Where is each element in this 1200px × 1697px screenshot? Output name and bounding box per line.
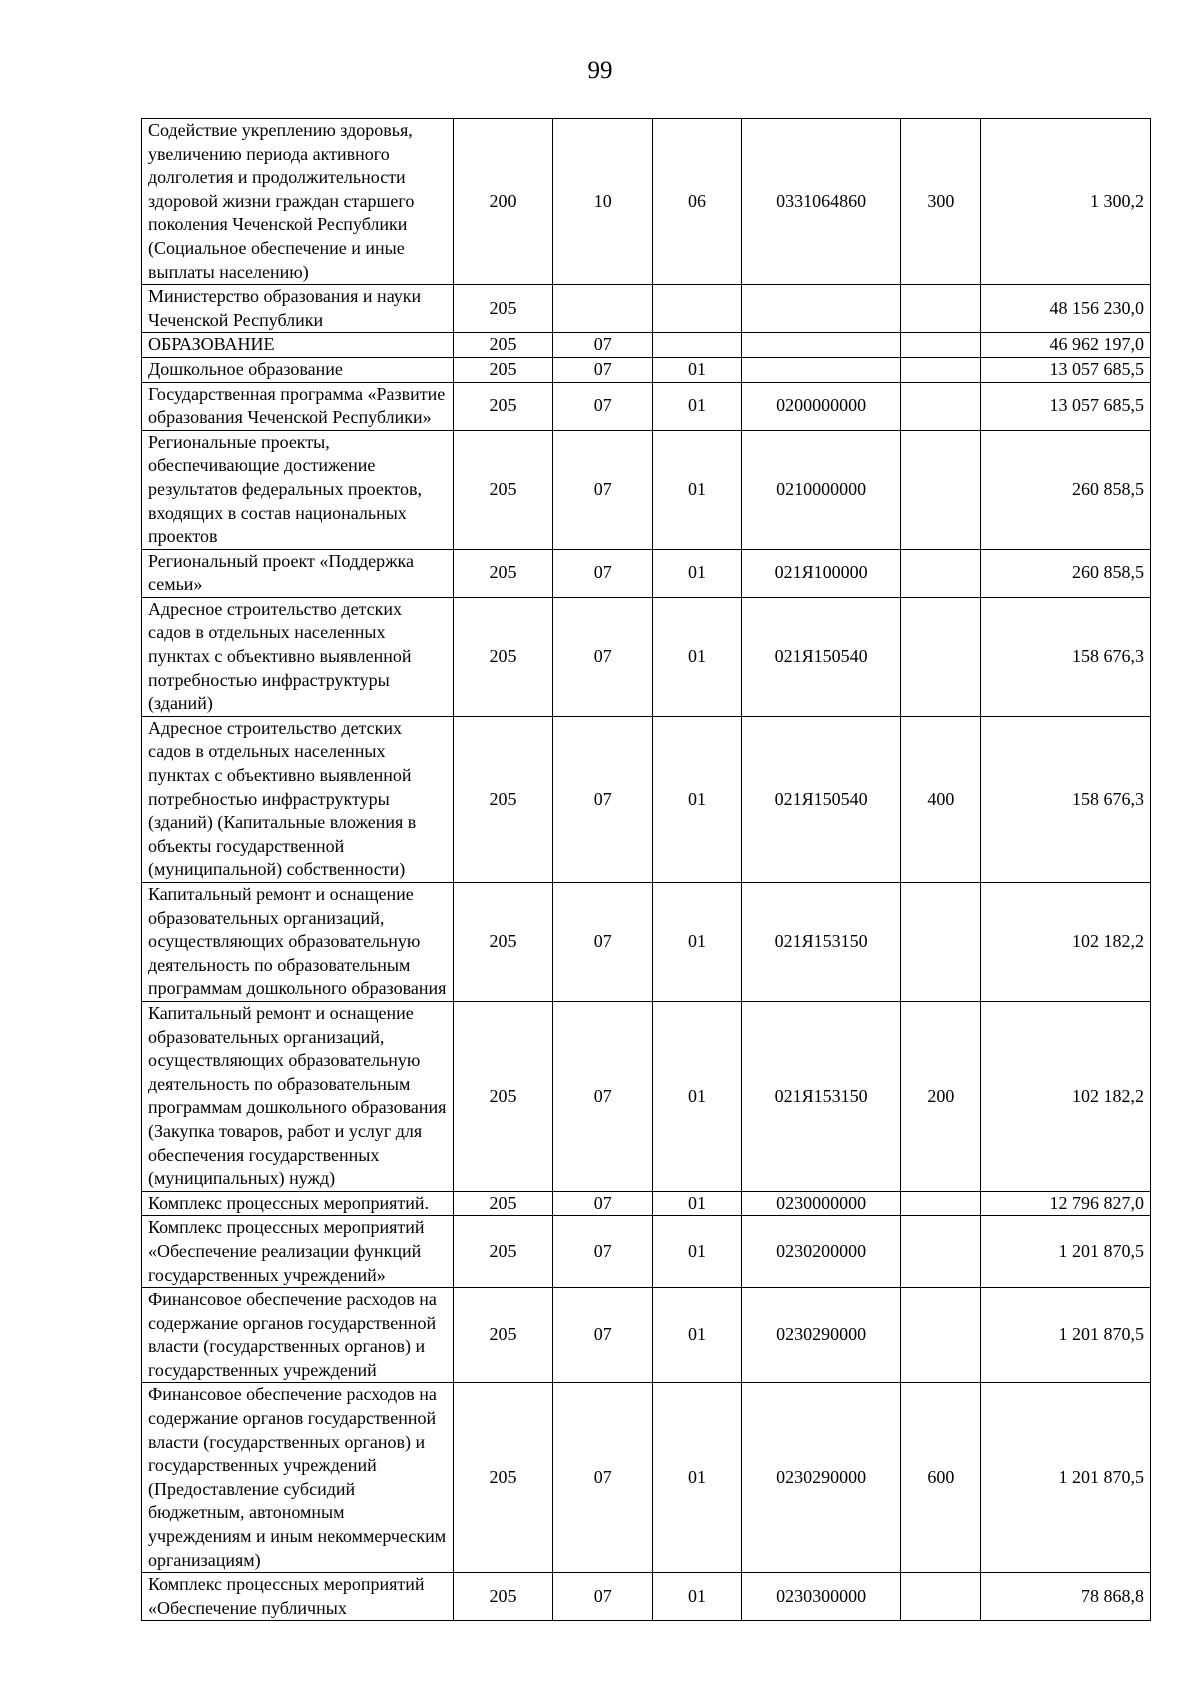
target-article-cell (741, 285, 901, 333)
subsection-code-cell: 01 (653, 549, 742, 597)
expense-name-cell: Капитальный ремонт и оснащение образовательных организаций, осуществляющих образовательную деятельность по образовательным программам дошкольного образования (142, 883, 454, 1002)
subsection-code-cell: 01 (653, 883, 742, 1002)
table-row (142, 382, 1151, 430)
grbs-code-cell: 205 (453, 597, 553, 716)
section-code-cell: 07 (553, 1573, 653, 1621)
table-row (142, 1191, 1151, 1216)
section-code-cell: 07 (553, 597, 653, 716)
target-article-cell: 0210000000 (741, 430, 901, 549)
amount-cell: 78 868,8 (981, 1573, 1151, 1621)
amount-cell: 102 182,2 (981, 1001, 1151, 1191)
section-code-cell: 07 (553, 1001, 653, 1191)
table-row (142, 285, 1151, 333)
section-code-cell: 07 (553, 716, 653, 882)
expense-type-cell (901, 883, 981, 1002)
target-article-cell: 0200000000 (741, 382, 901, 430)
amount-cell: 260 858,5 (981, 549, 1151, 597)
section-code-cell: 07 (553, 333, 653, 358)
table-row (142, 883, 1151, 1002)
expense-name-cell: Министерство образования и науки Чеченской Республики (142, 285, 454, 333)
amount-cell: 260 858,5 (981, 430, 1151, 549)
expense-type-cell (901, 333, 981, 358)
subsection-code-cell: 01 (653, 382, 742, 430)
subsection-code-cell: 06 (653, 119, 742, 285)
budget-table (141, 118, 1151, 1621)
amount-cell: 1 201 870,5 (981, 1383, 1151, 1573)
table-row (142, 1216, 1151, 1288)
expense-type-cell (901, 382, 981, 430)
target-article-cell: 021Я100000 (741, 549, 901, 597)
expense-type-cell (901, 430, 981, 549)
grbs-code-cell: 205 (453, 333, 553, 358)
amount-cell: 12 796 827,0 (981, 1191, 1151, 1216)
expense-name-cell: Комплекс процессных мероприятий «Обеспечение публичных (142, 1573, 454, 1621)
expense-name-cell: Капитальный ремонт и оснащение образовательных организаций, осуществляющих образовательную деятельность по образовательным программам дошкольного образования (Закупка товаров, работ и услуг для обеспечения государственных (муниципальных) нужд) (142, 1001, 454, 1191)
target-article-cell (741, 357, 901, 382)
target-article-cell: 021Я153150 (741, 883, 901, 1002)
expense-type-cell (901, 285, 981, 333)
target-article-cell: 0331064860 (741, 119, 901, 285)
subsection-code-cell: 01 (653, 1001, 742, 1191)
section-code-cell: 07 (553, 883, 653, 1002)
expense-type-cell (901, 1191, 981, 1216)
grbs-code-cell: 205 (453, 1216, 553, 1288)
grbs-code-cell: 205 (453, 549, 553, 597)
expense-name-cell: Региональные проекты, обеспечивающие достижение результатов федеральных проектов, входящих в состав национальных проектов (142, 430, 454, 549)
section-code-cell: 07 (553, 1288, 653, 1383)
target-article-cell (741, 333, 901, 358)
grbs-code-cell: 205 (453, 1383, 553, 1573)
table-row (142, 1573, 1151, 1621)
amount-cell: 13 057 685,5 (981, 382, 1151, 430)
target-article-cell: 021Я150540 (741, 597, 901, 716)
table-row (142, 119, 1151, 285)
table-row (142, 597, 1151, 716)
target-article-cell: 0230290000 (741, 1383, 901, 1573)
table-row (142, 1383, 1151, 1573)
grbs-code-cell: 205 (453, 1191, 553, 1216)
table-row (142, 1001, 1151, 1191)
expense-name-cell: Региональный проект «Поддержка семьи» (142, 549, 454, 597)
section-code-cell: 07 (553, 357, 653, 382)
subsection-code-cell: 01 (653, 1216, 742, 1288)
table-row (142, 549, 1151, 597)
table-row (142, 716, 1151, 882)
grbs-code-cell: 205 (453, 883, 553, 1002)
grbs-code-cell: 205 (453, 1001, 553, 1191)
expense-type-cell: 300 (901, 119, 981, 285)
expense-type-cell: 200 (901, 1001, 981, 1191)
subsection-code-cell: 01 (653, 716, 742, 882)
expense-name-cell: Дошкольное образование (142, 357, 454, 382)
expense-type-cell (901, 1288, 981, 1383)
expense-type-cell: 600 (901, 1383, 981, 1573)
grbs-code-cell: 205 (453, 1288, 553, 1383)
subsection-code-cell: 01 (653, 357, 742, 382)
table-row (142, 430, 1151, 549)
amount-cell: 1 300,2 (981, 119, 1151, 285)
section-code-cell: 10 (553, 119, 653, 285)
grbs-code-cell: 205 (453, 1573, 553, 1621)
grbs-code-cell: 205 (453, 430, 553, 549)
subsection-code-cell: 01 (653, 1191, 742, 1216)
grbs-code-cell: 205 (453, 716, 553, 882)
section-code-cell: 07 (553, 1216, 653, 1288)
expense-type-cell (901, 597, 981, 716)
amount-cell: 158 676,3 (981, 597, 1151, 716)
amount-cell: 158 676,3 (981, 716, 1151, 882)
subsection-code-cell: 01 (653, 1383, 742, 1573)
amount-cell: 1 201 870,5 (981, 1288, 1151, 1383)
grbs-code-cell: 205 (453, 357, 553, 382)
section-code-cell: 07 (553, 1383, 653, 1573)
grbs-code-cell: 205 (453, 285, 553, 333)
expense-name-cell: Комплекс процессных мероприятий. (142, 1191, 454, 1216)
subsection-code-cell: 01 (653, 430, 742, 549)
section-code-cell: 07 (553, 1191, 653, 1216)
target-article-cell: 0230300000 (741, 1573, 901, 1621)
target-article-cell: 0230290000 (741, 1288, 901, 1383)
amount-cell: 13 057 685,5 (981, 357, 1151, 382)
target-article-cell: 021Я150540 (741, 716, 901, 882)
expense-name-cell: Адресное строительство детских садов в отдельных населенных пунктах с объективно выявленной потребностью инфраструктуры (зданий) (Капитальные вложения в объекты государственной (муниципальной) собственности) (142, 716, 454, 882)
page-number: 99 (587, 57, 613, 84)
section-code-cell: 07 (553, 549, 653, 597)
subsection-code-cell: 01 (653, 1573, 742, 1621)
expense-type-cell: 400 (901, 716, 981, 882)
table-row (142, 333, 1151, 358)
expense-type-cell (901, 357, 981, 382)
expense-type-cell (901, 549, 981, 597)
section-code-cell: 07 (553, 430, 653, 549)
expense-name-cell: Финансовое обеспечение расходов на содержание органов государственной власти (государственных органов) и государственных учреждений (Предоставление субсидий бюджетным, автономным учреждениям и иным некоммерческим организациям) (142, 1383, 454, 1573)
subsection-code-cell: 01 (653, 597, 742, 716)
expense-name-cell: Адресное строительство детских садов в отдельных населенных пунктах с объективно выявленной потребностью инфраструктуры (зданий) (142, 597, 454, 716)
subsection-code-cell (653, 333, 742, 358)
subsection-code-cell (653, 285, 742, 333)
target-article-cell: 021Я153150 (741, 1001, 901, 1191)
table-row (142, 357, 1151, 382)
target-article-cell: 0230200000 (741, 1216, 901, 1288)
table-row (142, 1288, 1151, 1383)
expense-type-cell (901, 1216, 981, 1288)
grbs-code-cell: 200 (453, 119, 553, 285)
expense-name-cell: Содействие укреплению здоровья, увеличению периода активного долголетия и продолжительности здоровой жизни граждан старшего поколения Чеченской Республики (Социальное обеспечение и иные выплаты населению) (142, 119, 454, 285)
grbs-code-cell: 205 (453, 382, 553, 430)
amount-cell: 46 962 197,0 (981, 333, 1151, 358)
expense-name-cell: Государственная программа «Развитие образования Чеченской Республики» (142, 382, 454, 430)
section-code-cell (553, 285, 653, 333)
expense-name-cell: Финансовое обеспечение расходов на содержание органов государственной власти (государственных органов) и государственных учреждений (142, 1288, 454, 1383)
expense-type-cell (901, 1573, 981, 1621)
expense-name-cell: ОБРАЗОВАНИЕ (142, 333, 454, 358)
amount-cell: 48 156 230,0 (981, 285, 1151, 333)
section-code-cell: 07 (553, 382, 653, 430)
expense-name-cell: Комплекс процессных мероприятий «Обеспечение реализации функций государственных учреждений» (142, 1216, 454, 1288)
target-article-cell: 0230000000 (741, 1191, 901, 1216)
amount-cell: 1 201 870,5 (981, 1216, 1151, 1288)
amount-cell: 102 182,2 (981, 883, 1151, 1002)
subsection-code-cell: 01 (653, 1288, 742, 1383)
